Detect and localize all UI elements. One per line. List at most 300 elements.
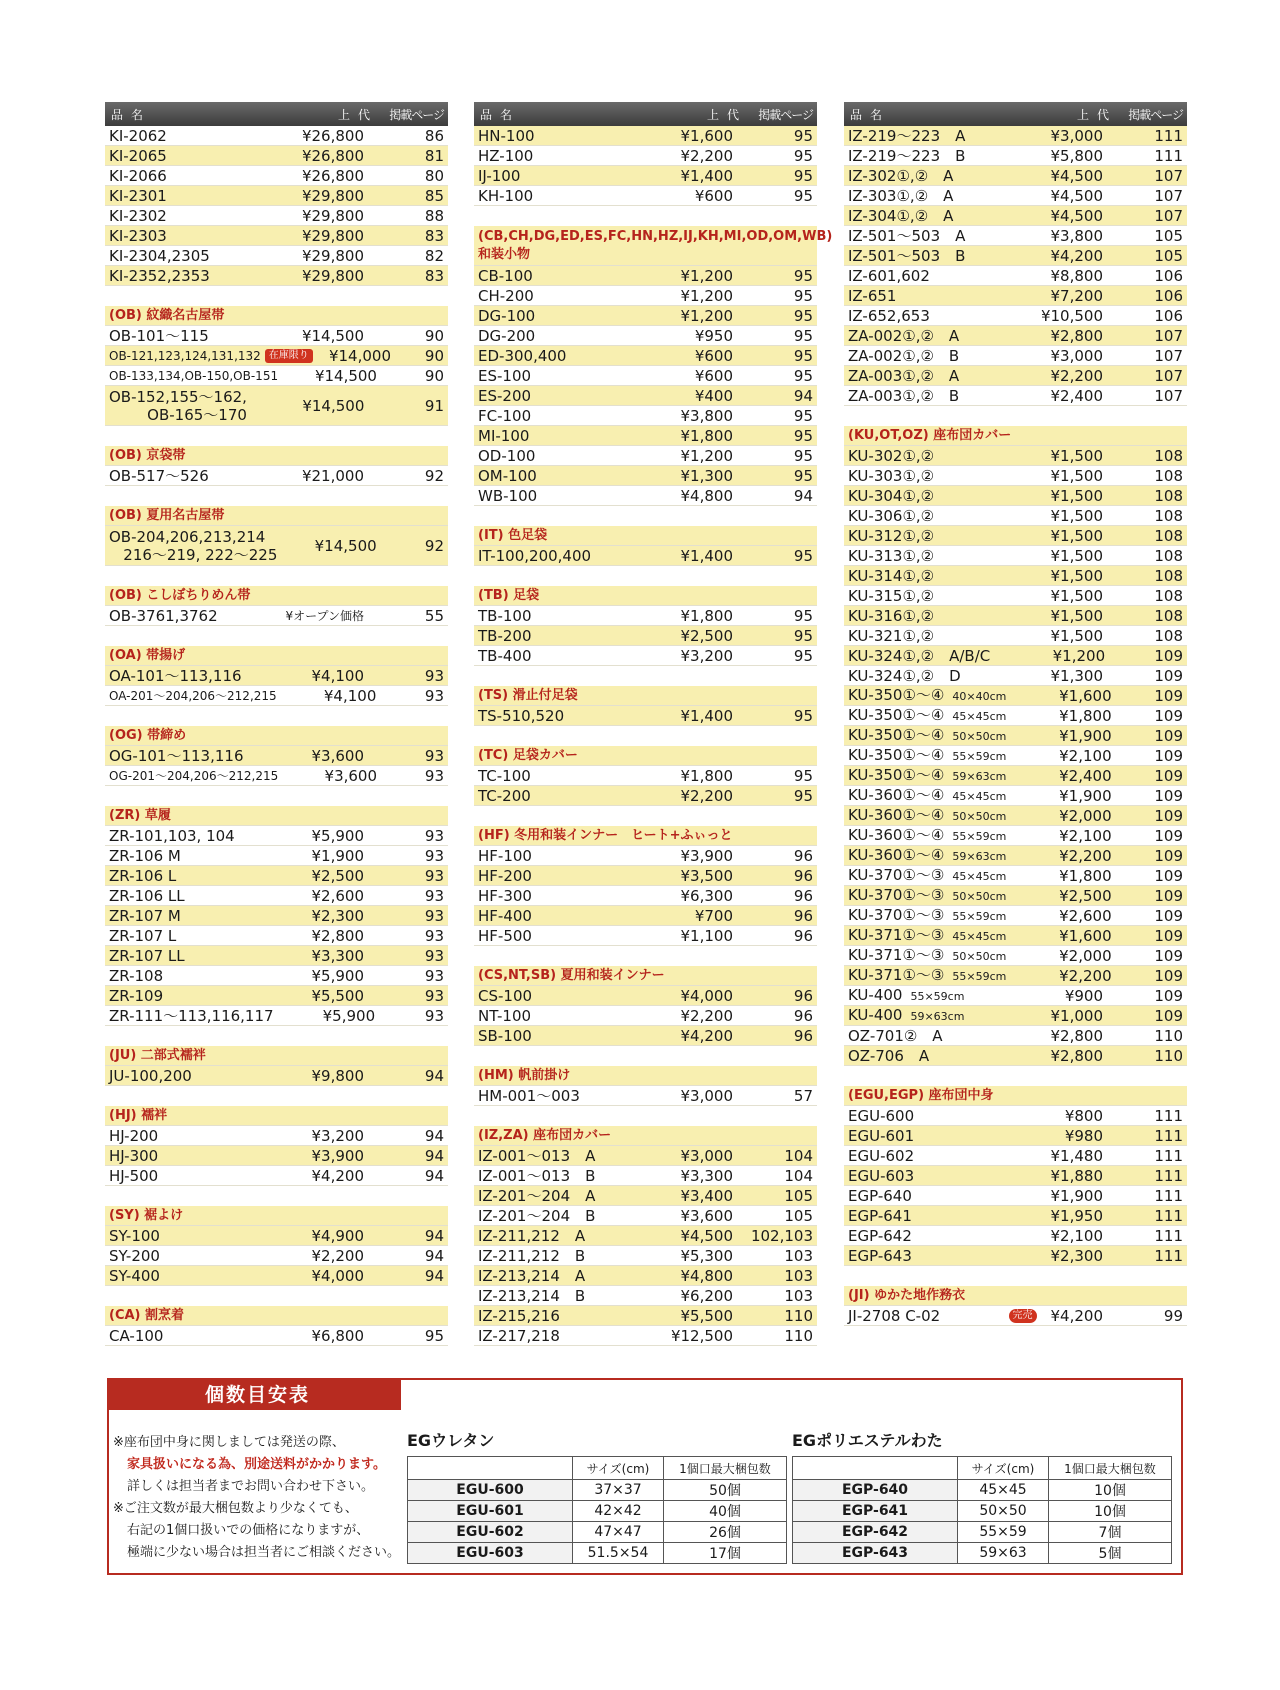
product-page: 109 [1154, 986, 1183, 1005]
product-page: 109 [1154, 846, 1183, 865]
product-price-text: ¥8,800 [1050, 266, 1103, 285]
product-page: 109 [1154, 746, 1183, 765]
product-name-text: OG-201～204,206～212,215 [109, 768, 279, 783]
size-tag: 55×59cm [952, 829, 1007, 843]
product-price-text: ¥3,600 [311, 746, 364, 765]
product-page: 93 [424, 926, 444, 945]
product-price [615, 1166, 733, 1186]
product-name [848, 246, 985, 266]
product-name-text: KU-302①,② [848, 446, 935, 465]
product-page: 94 [793, 486, 813, 505]
product-name-text: ZA-003①,② A [848, 366, 960, 385]
product-page: 86 [424, 126, 444, 145]
product-row [474, 286, 817, 306]
product-name-text: IZ-001～013 B [478, 1166, 596, 1185]
table-row [793, 1480, 1172, 1501]
product-row [474, 386, 817, 406]
product-row [474, 1286, 817, 1306]
product-price-text: ¥1,500 [1050, 506, 1103, 525]
product-name [848, 985, 985, 1007]
category-heading: (OB) 紋織名古屋帯 [105, 306, 448, 326]
product-name-text: HF-500 [478, 926, 532, 945]
product-name-text: KU-316①,② [848, 606, 935, 625]
guide-note-line: 右記の1個口扱いでの価格になりますが、 [127, 1523, 370, 1538]
product-price-text: ¥2,200 [1059, 966, 1112, 985]
product-row [844, 1126, 1187, 1146]
product-name [848, 606, 985, 626]
product-name [109, 886, 246, 906]
product-price-text: ¥1,950 [1050, 1206, 1103, 1225]
product-page: 81 [424, 146, 444, 165]
product-page: 111 [1154, 1206, 1183, 1225]
product-row [474, 1226, 817, 1246]
product-page: 95 [793, 426, 813, 445]
product-page: 95 [793, 186, 813, 205]
product-name-text: HN-100 [478, 126, 535, 145]
product-row [105, 606, 448, 626]
product-name-text: OD-100 [478, 446, 536, 465]
product-name-text: TB-100 [478, 606, 532, 625]
product-name-text: HF-300 [478, 886, 532, 905]
product-page: 57 [793, 1086, 813, 1105]
product-page: 95 [793, 446, 813, 465]
product-name [109, 146, 246, 166]
product-name [109, 186, 246, 206]
product-name [478, 1006, 615, 1026]
product-name [109, 1266, 246, 1286]
product-name [109, 1146, 246, 1166]
product-name-text: KU-350①～④ [848, 705, 945, 724]
product-price [615, 306, 733, 326]
spacer [105, 1286, 448, 1306]
guide-notes [113, 1432, 403, 1564]
guide-note-line: 極端に少ない場合は担当者にご相談ください。 [127, 1545, 401, 1560]
product-row [105, 746, 448, 766]
product-price [615, 1186, 733, 1206]
product-row [105, 846, 448, 866]
product-price [985, 666, 1103, 686]
product-name [848, 526, 985, 546]
product-price [1006, 726, 1111, 746]
table-size: 59×63 [958, 1543, 1049, 1564]
product-name-text: ED-300,400 [478, 346, 567, 365]
product-name-text: OB-101～115 [109, 326, 209, 345]
product-name [848, 945, 1006, 967]
size-table [407, 1456, 787, 1564]
product-page: 94 [424, 1126, 444, 1145]
product-name-text: OB-204,206,213,214 216～219, 222～225 [109, 527, 278, 564]
price-column-3 [844, 102, 1187, 1346]
product-name [848, 965, 1006, 987]
product-row [474, 1306, 817, 1326]
product-name-text: KU-314①,② [848, 566, 935, 585]
product-price [985, 386, 1103, 406]
category-heading: (CA) 割烹着 [105, 1306, 448, 1326]
product-price [615, 406, 733, 426]
header-page: 掲載ページ [758, 107, 813, 122]
product-page: 108 [1154, 546, 1183, 565]
product-name-text: SY-100 [109, 1226, 160, 1245]
product-price-text: ¥2,300 [1050, 1246, 1103, 1265]
product-price-text: ¥14,500 [301, 326, 364, 345]
product-price-text: ¥12,500 [670, 1326, 733, 1345]
product-page: 109 [1154, 946, 1183, 965]
table-header-blank [408, 1457, 573, 1480]
table-row [408, 1480, 787, 1501]
product-page: 109 [1154, 906, 1183, 925]
product-name-text: KU-350①～④ [848, 765, 945, 784]
table-header-size: サイズ(cm) [573, 1457, 664, 1480]
product-row [844, 346, 1187, 366]
product-name [109, 266, 246, 286]
product-price [246, 166, 364, 186]
spacer [474, 506, 817, 526]
product-row [474, 926, 817, 946]
product-name [109, 1126, 246, 1146]
product-price [615, 326, 733, 346]
product-row [474, 1246, 817, 1266]
product-name [109, 366, 278, 386]
product-name-text: KU-303①,② [848, 466, 935, 485]
product-row [474, 1166, 817, 1186]
spacer [474, 1046, 817, 1066]
product-name [109, 226, 246, 246]
product-price-text: ¥10,500 [1040, 306, 1103, 325]
product-page: 109 [1154, 706, 1183, 725]
product-name-text: FC-100 [478, 406, 532, 425]
product-price [1006, 686, 1111, 706]
product-name-text: KI-2301 [109, 186, 167, 205]
product-row [105, 346, 448, 366]
product-price-text: ¥2,200 [680, 786, 733, 805]
product-row [844, 906, 1187, 926]
category-heading: (CS,NT,SB) 夏用和装インナー [474, 966, 817, 986]
product-price [615, 386, 733, 406]
product-price [1006, 826, 1111, 846]
product-price-text: ¥6,200 [680, 1286, 733, 1305]
product-price-text: ¥1,880 [1050, 1166, 1103, 1185]
product-name [848, 1046, 985, 1066]
product-row [474, 866, 817, 886]
product-name [848, 825, 1006, 847]
spacer [474, 566, 817, 586]
product-price [985, 466, 1103, 486]
product-page: 94 [424, 1226, 444, 1245]
product-price [615, 646, 733, 666]
product-name [478, 906, 615, 926]
product-row [105, 166, 448, 186]
product-row [105, 126, 448, 146]
product-price [615, 446, 733, 466]
product-name-text: KU-324①,② D [848, 666, 961, 685]
product-row [844, 1106, 1187, 1126]
product-price-text: ¥2,800 [311, 926, 364, 945]
product-price [1006, 766, 1111, 786]
table-row [793, 1543, 1172, 1564]
product-price-text: ¥5,900 [311, 966, 364, 985]
product-price [985, 346, 1103, 366]
product-price [615, 1286, 733, 1306]
product-name-text: KU-370①～③ [848, 905, 945, 924]
product-price [985, 266, 1103, 286]
product-price [246, 926, 364, 946]
product-row [844, 706, 1187, 726]
product-price [246, 186, 364, 206]
product-price [985, 326, 1103, 346]
product-price-text: ¥14,500 [302, 396, 365, 415]
product-price-text: ¥1,400 [680, 706, 733, 725]
size-tag: 55×59cm [952, 969, 1007, 983]
product-price [615, 546, 733, 566]
product-row [105, 326, 448, 346]
product-name-text: KU-313①,② [848, 546, 935, 565]
product-row [844, 686, 1187, 706]
product-page: 108 [1154, 526, 1183, 545]
product-name [478, 186, 615, 206]
product-page: 95 [793, 706, 813, 725]
product-row [105, 186, 448, 206]
product-name-text: KU-360①～④ [848, 785, 945, 804]
product-price-text: ¥7,200 [1050, 286, 1103, 305]
category-heading: (KU,OT,OZ) 座布団カバー [844, 426, 1187, 446]
product-page: 107 [1154, 166, 1183, 185]
spacer [105, 1026, 448, 1046]
product-name [109, 1166, 246, 1186]
product-price-text: ¥1,500 [1050, 446, 1103, 465]
product-name-text: KI-2303 [109, 226, 167, 245]
product-row [474, 766, 817, 786]
product-page: 96 [793, 886, 813, 905]
product-price-text: ¥1,300 [1050, 666, 1103, 685]
product-price-text: ¥5,800 [1050, 146, 1103, 165]
table-code: EGU-603 [408, 1543, 573, 1564]
product-price-text: ¥1,480 [1050, 1146, 1103, 1165]
product-price [615, 486, 733, 506]
product-price-text: ¥1,900 [1059, 786, 1112, 805]
product-row [844, 1306, 1187, 1326]
product-page: 108 [1154, 606, 1183, 625]
product-price-text: ¥2,800 [1050, 1026, 1103, 1045]
product-name-text: SY-200 [109, 1246, 160, 1265]
product-name [478, 1306, 615, 1326]
product-row [844, 246, 1187, 266]
header-name: 品名 [850, 107, 891, 122]
product-name-text: TC-200 [478, 786, 531, 805]
product-name [478, 126, 615, 146]
table-max: 26個 [664, 1522, 787, 1543]
product-row [105, 146, 448, 166]
size-tag: 40×40cm [952, 689, 1007, 703]
price-column-1 [105, 102, 448, 1366]
product-name [848, 546, 985, 566]
table-size: 37×37 [573, 1480, 664, 1501]
product-name [848, 366, 985, 386]
product-price-text: ¥21,000 [301, 466, 364, 485]
product-name [109, 346, 313, 366]
product-name-text: EGP-643 [848, 1246, 912, 1265]
product-price-text: ¥14,500 [314, 536, 377, 555]
product-price-text: ¥1,900 [1059, 726, 1112, 745]
product-page: 108 [1154, 506, 1183, 525]
product-row [474, 606, 817, 626]
product-page: 108 [1154, 466, 1183, 485]
product-page: 83 [424, 266, 444, 285]
table-max: 17個 [664, 1543, 787, 1564]
product-price [985, 506, 1103, 526]
product-row [474, 1266, 817, 1286]
spacer [105, 286, 448, 306]
product-row [844, 266, 1187, 286]
table-title: EGウレタン [407, 1431, 495, 1450]
product-name [478, 1166, 615, 1186]
product-row [844, 786, 1187, 806]
category-heading: (TC) 足袋カバー [474, 746, 817, 766]
product-row [105, 686, 448, 706]
product-name-text: ZR-107 L [109, 926, 177, 945]
size-tag: 59×63cm [952, 849, 1007, 863]
guide-note-line: ※座布団中身に関しましては発送の際、 [113, 1435, 345, 1450]
product-page: 95 [793, 346, 813, 365]
product-price-text: ¥1,200 [680, 266, 733, 285]
product-name-text: IZ-651 [848, 286, 897, 305]
product-page: 111 [1154, 146, 1183, 165]
product-row [844, 1046, 1187, 1066]
product-name [848, 146, 985, 166]
product-name [109, 126, 246, 146]
table-size: 50×50 [958, 1501, 1049, 1522]
product-page: 93 [424, 906, 444, 925]
product-name [478, 606, 615, 626]
product-name [848, 126, 985, 146]
product-name [478, 1246, 615, 1266]
product-name-text: IZ-201～204 A [478, 1186, 596, 1205]
product-page: 93 [424, 846, 444, 865]
product-name-text: CB-100 [478, 266, 533, 285]
product-price [246, 146, 364, 166]
product-row [844, 866, 1187, 886]
product-price-text: ¥3,400 [680, 1186, 733, 1205]
product-name [848, 845, 1006, 867]
product-name [478, 846, 615, 866]
product-page: 109 [1154, 686, 1183, 705]
product-page: 109 [1154, 826, 1183, 845]
product-page: 55 [424, 606, 444, 625]
product-row [105, 886, 448, 906]
product-price-text: ¥1,400 [680, 546, 733, 565]
product-name [478, 886, 615, 906]
product-name-text: IZ-302①,② A [848, 166, 954, 185]
product-name-text: KU-371①～③ [848, 925, 945, 944]
product-name-text: TB-400 [478, 646, 532, 665]
product-row [105, 666, 448, 686]
product-name-text: HM-001～003 [478, 1086, 580, 1105]
category-heading: (EGU,EGP) 座布団中身 [844, 1086, 1187, 1106]
product-name [109, 866, 246, 886]
product-row [105, 1246, 448, 1266]
product-price-text: ¥3,000 [1050, 126, 1103, 145]
product-price-text: ¥600 [694, 366, 733, 385]
product-name [478, 1026, 615, 1046]
product-price-text: ¥1,800 [1059, 866, 1112, 885]
product-name [848, 666, 985, 686]
product-price-text: ¥1,500 [1050, 586, 1103, 605]
spacer [105, 1346, 448, 1366]
product-price [615, 346, 733, 366]
product-page: 93 [424, 1006, 444, 1025]
table-code: EGP-642 [793, 1522, 958, 1543]
product-row [844, 806, 1187, 826]
product-price-text: ¥1,200 [1052, 646, 1106, 665]
product-name-text: SB-100 [478, 1026, 532, 1045]
product-name [109, 1246, 246, 1266]
product-page: 106 [1154, 286, 1183, 305]
product-price [985, 626, 1103, 646]
size-tag: 45×45cm [952, 929, 1007, 943]
product-price [985, 366, 1103, 386]
product-row [105, 526, 448, 566]
product-name [478, 386, 615, 406]
product-name [109, 766, 278, 786]
product-price-text: ¥1,500 [1050, 526, 1103, 545]
product-price-text: ¥5,900 [322, 1006, 376, 1025]
size-tag: 55×59cm [952, 909, 1007, 923]
product-row [844, 286, 1187, 306]
product-row [844, 306, 1187, 326]
product-price-text: ¥3,000 [1050, 346, 1103, 365]
category-heading: (HM) 帆前掛け [474, 1066, 817, 1086]
product-name-text: IJ-100 [478, 166, 521, 185]
product-price-text: ¥14,000 [328, 346, 391, 365]
product-price [1006, 926, 1111, 946]
product-page: 93 [424, 966, 444, 985]
spacer [474, 946, 817, 966]
product-name-text: IZ-219～223 B [848, 146, 966, 165]
column-header [474, 102, 817, 126]
table-code: EGP-641 [793, 1501, 958, 1522]
product-name [478, 266, 615, 286]
category-heading: (TB) 足袋 [474, 586, 817, 606]
product-page: 106 [1154, 266, 1183, 285]
product-name [848, 1226, 985, 1246]
spacer [474, 1106, 817, 1126]
product-price [277, 686, 377, 706]
product-price-text: ¥オープン価格 [285, 608, 364, 623]
product-price [985, 126, 1103, 146]
product-page: 104 [784, 1166, 813, 1185]
size-tag: 50×50cm [952, 949, 1007, 963]
product-name-text: EGU-601 [848, 1126, 915, 1145]
product-price [1006, 906, 1111, 926]
product-price [985, 526, 1103, 546]
product-name-text: HZ-100 [478, 146, 534, 165]
product-name [848, 566, 985, 586]
product-row [474, 886, 817, 906]
table-code: EGP-640 [793, 1480, 958, 1501]
product-price-text: ¥2,200 [680, 146, 733, 165]
product-name [848, 1106, 985, 1126]
category-heading: (OG) 帯締め [105, 726, 448, 746]
product-price-text: ¥4,100 [311, 666, 364, 685]
product-page: 109 [1154, 666, 1183, 685]
product-price [985, 1026, 1103, 1046]
product-name-text: NT-100 [478, 1006, 532, 1025]
product-row [474, 786, 817, 806]
product-name-text: OA-201～204,206～212,215 [109, 688, 277, 703]
product-price-text: ¥1,500 [1050, 626, 1103, 645]
product-price-text: ¥4,100 [323, 686, 377, 705]
product-name [109, 1326, 246, 1346]
category-heading: (IZ,ZA) 座布団カバー [474, 1126, 817, 1146]
